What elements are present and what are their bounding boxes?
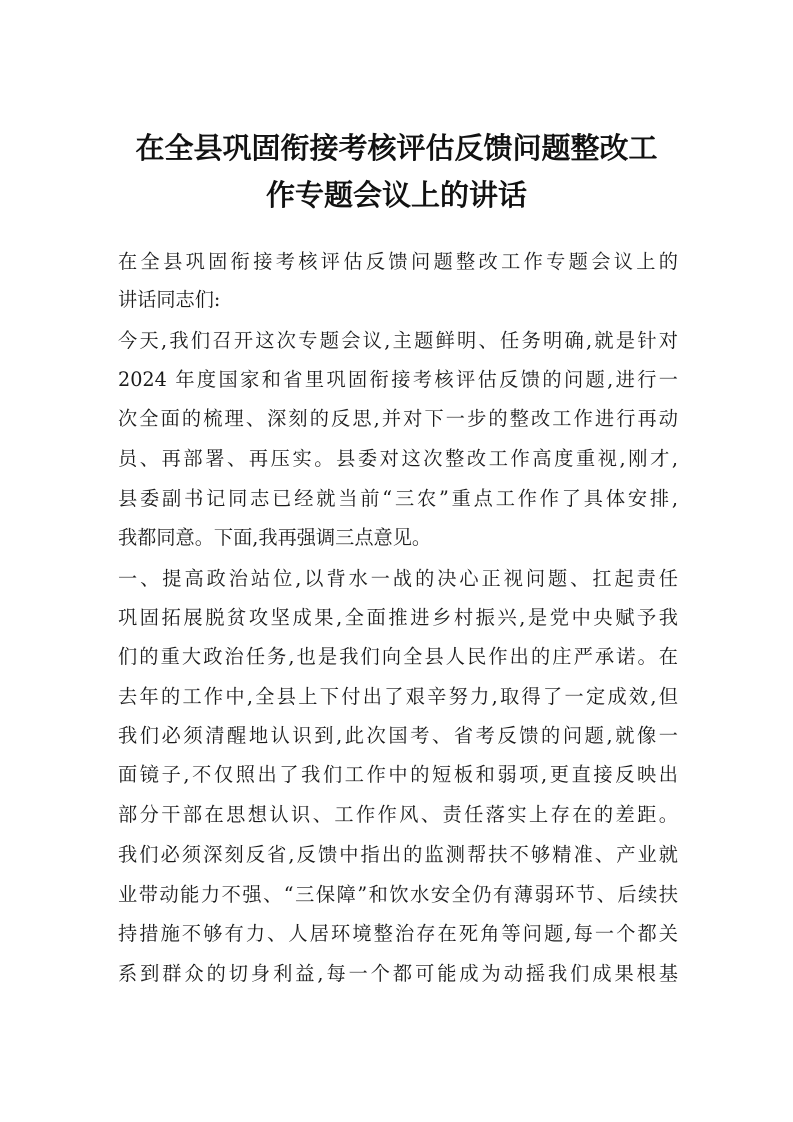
body-line: 部分干部在思想认识、工作作风、责任落实上存在的差距。 bbox=[118, 803, 678, 826]
body-line: 讲话同志们: bbox=[118, 288, 221, 311]
body-line: 我们必须深刻反省,反馈中指出的监测帮扶不够精准、产业就 bbox=[118, 843, 678, 866]
body-line: 巩固拓展脱贫攻坚成果,全面推进乡村振兴,是党中央赋予我 bbox=[118, 606, 678, 629]
body-line: 在全县巩固衔接考核评估反馈问题整改工作专题会议上的 bbox=[118, 250, 678, 273]
section-heading: 一、提高政治站位,以背水一战的决心正视问题、扛起责任 bbox=[118, 567, 678, 590]
body-line: 今天,我们召开这次专题会议,主题鲜明、任务明确,就是针对 bbox=[118, 329, 678, 352]
body-line: 我们必须清醒地认识到,此次国考、省考反馈的问题,就像一 bbox=[118, 724, 678, 747]
body-line: 业带动能力不强、“三保障”和饮水安全仍有薄弱环节、后续扶 bbox=[118, 883, 678, 906]
body-line: 员、再部署、再压实。县委对这次整改工作高度重视,刚才, bbox=[118, 447, 678, 470]
body-line: 2024 年度国家和省里巩固衔接考核评估反馈的问题,进行一 bbox=[118, 368, 678, 391]
body-line: 持措施不够有力、人居环境整治存在死角等问题,每一个都关 bbox=[118, 922, 678, 945]
body-line: 次全面的梳理、深刻的反思,并对下一步的整改工作进行再动 bbox=[118, 407, 678, 430]
body-line: 系到群众的切身利益,每一个都可能成为动摇我们成果根基 bbox=[118, 962, 678, 985]
document-title-line-1: 在全县巩固衔接考核评估反馈问题整改工 bbox=[135, 131, 658, 165]
body-line: 县委副书记同志已经就当前“三农”重点工作作了具体安排, bbox=[118, 487, 678, 510]
body-line: 们的重大政治任务,也是我们向全县人民作出的庄严承诺。在 bbox=[118, 645, 678, 668]
body-line: 去年的工作中,全县上下付出了艰辛努力,取得了一定成效,但 bbox=[118, 685, 678, 708]
body-line: 我都同意。下面,我再强调三点意见。 bbox=[118, 526, 432, 549]
document-title-line-2: 作专题会议上的讲话 bbox=[265, 178, 527, 212]
body-line: 面镜子,不仅照出了我们工作中的短板和弱项,更直接反映出 bbox=[118, 763, 678, 786]
